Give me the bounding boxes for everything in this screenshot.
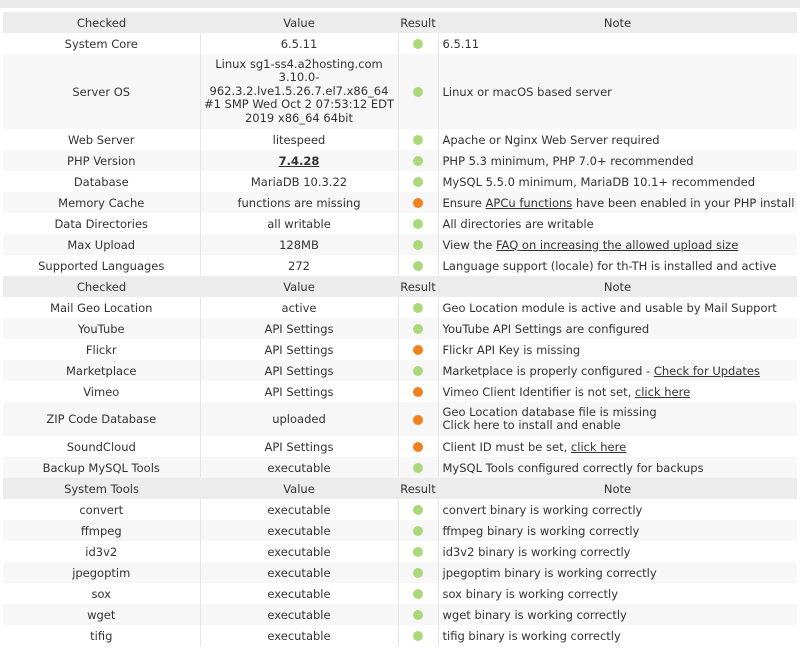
value-text: 6.5.11	[280, 36, 318, 51]
status-ok-icon	[413, 240, 423, 250]
checked-name: ZIP Code Database	[3, 402, 200, 436]
value-text: functions are missing	[237, 195, 361, 210]
note-text: Linux or macOS based server	[442, 84, 612, 99]
note-cell	[438, 541, 797, 562]
status-ok-icon	[413, 324, 423, 334]
status-ok-icon	[413, 135, 423, 145]
checked-name: YouTube	[3, 318, 200, 339]
status-row-mail-geo-location	[3, 297, 797, 318]
status-warning-icon	[413, 442, 423, 452]
status-row-data-directories	[3, 213, 797, 234]
status-ok-icon	[413, 463, 423, 473]
note-cell	[438, 562, 797, 583]
note-cell	[438, 583, 797, 604]
status-row-max-upload	[3, 234, 797, 255]
value-cell	[200, 499, 398, 520]
note-text: MySQL 5.5.0 minimum, MariaDB 10.1+ recommended	[442, 174, 756, 189]
value-cell	[200, 402, 398, 436]
top-band	[0, 0, 800, 8]
checked-name: Vimeo	[3, 381, 200, 402]
note-link[interactable]: APCu functions	[485, 195, 573, 210]
note-cell	[438, 33, 797, 54]
result-cell	[398, 360, 438, 381]
checked-name: Data Directories	[3, 213, 200, 234]
status-row-marketplace	[3, 360, 797, 381]
section-header-row	[3, 276, 797, 297]
note-text: Ensure	[442, 195, 486, 210]
note-text: MySQL Tools configured correctly for backups	[442, 460, 704, 475]
checked-name: PHP Version	[3, 150, 200, 171]
note-text: View the	[442, 237, 496, 252]
value-cell	[200, 360, 398, 381]
section-header-row	[3, 12, 797, 33]
checked-name: convert	[3, 499, 200, 520]
note-text: All directories are writable	[442, 216, 594, 231]
status-row-flickr	[3, 339, 797, 360]
value-text: 962.3.2.lve1.5.26.7.el7.x86_64	[209, 83, 389, 98]
value-text: API Settings	[264, 342, 334, 357]
note-cell	[438, 213, 797, 234]
value-cell	[200, 255, 398, 276]
note-text: jpegoptim binary is working correctly	[442, 565, 657, 580]
column-header-value: Value	[200, 276, 398, 297]
value-cell	[200, 436, 398, 457]
status-row-system-core	[3, 33, 797, 54]
checked-name: SoundCloud	[3, 436, 200, 457]
result-cell	[398, 339, 438, 360]
note-link[interactable]: Check for Updates	[653, 363, 760, 378]
note-cell	[438, 499, 797, 520]
status-warning-icon	[413, 415, 423, 425]
column-header-checked: Checked	[3, 276, 200, 297]
note-text: tifig binary is working correctly	[442, 628, 621, 643]
note-link[interactable]: FAQ on increasing the allowed upload size	[495, 237, 739, 252]
note-text: Marketplace is properly configured -	[442, 363, 654, 378]
result-cell	[398, 129, 438, 150]
status-table-body	[3, 12, 797, 646]
checked-name: System Core	[3, 33, 200, 54]
status-row-youtube	[3, 318, 797, 339]
column-header-result: Result	[398, 12, 438, 33]
value-text: executable	[267, 544, 331, 559]
result-cell	[398, 318, 438, 339]
column-header-value: Value	[200, 478, 398, 499]
status-ok-icon	[413, 261, 423, 271]
status-ok-icon	[413, 526, 423, 536]
status-row-jpegoptim	[3, 562, 797, 583]
note-cell	[438, 604, 797, 625]
note-link[interactable]: click here	[634, 384, 691, 399]
column-header-value: Value	[200, 12, 398, 33]
status-row-wget	[3, 604, 797, 625]
value-text: executable	[267, 586, 331, 601]
note-text: Client ID must be set,	[442, 439, 571, 454]
checked-name: Backup MySQL Tools	[3, 457, 200, 478]
note-text: PHP 5.3 minimum, PHP 7.0+ recommended	[442, 153, 694, 168]
result-cell	[398, 297, 438, 318]
checked-name: Max Upload	[3, 234, 200, 255]
result-cell	[398, 381, 438, 402]
note-cell	[438, 520, 797, 541]
result-cell	[398, 583, 438, 604]
note-cell	[438, 129, 797, 150]
value-text: executable	[267, 460, 331, 475]
checked-name: ffmpeg	[3, 520, 200, 541]
value-text: #1 SMP Wed Oct 2 07:53:12 EDT	[203, 97, 395, 112]
note-cell	[438, 339, 797, 360]
status-ok-icon	[413, 505, 423, 515]
value-text: API Settings	[264, 439, 334, 454]
value-cell	[200, 457, 398, 478]
checked-name: Flickr	[3, 339, 200, 360]
result-cell	[398, 234, 438, 255]
column-header-note: Note	[438, 478, 797, 499]
note-cell	[438, 150, 797, 171]
status-ok-icon	[413, 589, 423, 599]
note-text: have been enabled in your PHP install	[572, 195, 795, 210]
note-cell	[438, 318, 797, 339]
status-ok-icon	[413, 366, 423, 376]
status-row-soundcloud	[3, 436, 797, 457]
value-text: uploaded	[272, 412, 326, 426]
status-ok-icon	[413, 156, 423, 166]
value-cell	[200, 213, 398, 234]
status-row-memory-cache	[3, 192, 797, 213]
value-text: Linux sg1-ss4.a2hosting.com	[215, 56, 383, 71]
checked-name: Memory Cache	[3, 192, 200, 213]
value-cell	[200, 625, 398, 646]
value-text: all writable	[267, 216, 331, 231]
note-text: Geo Location database file is missing	[442, 404, 657, 419]
note-text: Vimeo Client Identifier is not set,	[442, 384, 635, 399]
note-text: Geo Location module is active and usable by Mail Support	[442, 300, 777, 315]
status-ok-icon	[413, 177, 423, 187]
status-row-id3v2	[3, 541, 797, 562]
note-text: sox binary is working correctly	[442, 586, 619, 601]
note-cell	[438, 625, 797, 646]
status-row-convert	[3, 499, 797, 520]
note-text: wget binary is working correctly	[442, 607, 627, 622]
value-text: API Settings	[264, 384, 334, 399]
result-cell	[398, 604, 438, 625]
value-cell	[200, 150, 398, 171]
value-text: executable	[267, 502, 331, 517]
result-cell	[398, 150, 438, 171]
result-cell	[398, 171, 438, 192]
note-text: 6.5.11	[442, 36, 480, 51]
value-text: MariaDB 10.3.22	[250, 174, 348, 189]
status-ok-icon	[413, 547, 423, 557]
column-header-note: Note	[438, 12, 797, 33]
status-warning-icon	[413, 387, 423, 397]
value-cell	[200, 381, 398, 402]
result-cell	[398, 457, 438, 478]
result-cell	[398, 520, 438, 541]
status-row-tifig	[3, 625, 797, 646]
value-link[interactable]: 7.4.28	[278, 153, 320, 168]
note-cell	[438, 360, 797, 381]
checked-name: Server OS	[3, 54, 200, 129]
value-cell	[200, 129, 398, 150]
note-link[interactable]: click here	[570, 439, 627, 454]
value-cell	[200, 318, 398, 339]
note-text: convert binary is working correctly	[442, 502, 643, 517]
note-text: Language support (locale) for th-TH is installed and active	[442, 258, 777, 273]
value-text: API Settings	[264, 321, 334, 336]
value-cell	[200, 297, 398, 318]
checked-name: Database	[3, 171, 200, 192]
column-header-result: Result	[398, 276, 438, 297]
checked-name: tifig	[3, 625, 200, 646]
note-text: Flickr API Key is missing	[442, 342, 581, 357]
result-cell	[398, 541, 438, 562]
value-cell	[200, 192, 398, 213]
column-header-checked: Checked	[3, 12, 200, 33]
result-cell	[398, 213, 438, 234]
system-status-table	[3, 12, 797, 646]
status-ok-icon	[413, 39, 423, 49]
status-warning-icon	[413, 345, 423, 355]
value-text: active	[281, 300, 317, 315]
note-cell	[438, 171, 797, 192]
note-cell	[438, 234, 797, 255]
checked-name: sox	[3, 583, 200, 604]
result-cell	[398, 499, 438, 520]
note-text: id3v2 binary is working correctly	[442, 544, 631, 559]
note-text: Apache or Nginx Web Server required	[442, 132, 660, 147]
note-cell	[438, 381, 797, 402]
checked-name: jpegoptim	[3, 562, 200, 583]
note-cell	[438, 436, 797, 457]
value-cell	[200, 583, 398, 604]
value-text: API Settings	[264, 363, 334, 378]
value-text: 128MB	[279, 237, 319, 252]
note-cell	[438, 255, 797, 276]
status-ok-icon	[413, 610, 423, 620]
value-text: 272	[288, 258, 310, 273]
status-ok-icon	[413, 87, 423, 97]
value-text: executable	[267, 523, 331, 538]
status-ok-icon	[413, 631, 423, 641]
note-cell	[438, 297, 797, 318]
column-header-result: Result	[398, 478, 438, 499]
status-row-server-os	[3, 54, 797, 129]
result-cell	[398, 33, 438, 54]
status-ok-icon	[413, 219, 423, 229]
value-cell	[200, 541, 398, 562]
result-cell	[398, 436, 438, 457]
section-header-row	[3, 478, 797, 499]
status-row-backup-mysql-tools	[3, 457, 797, 478]
status-row-php-version	[3, 150, 797, 171]
note-cell	[438, 54, 797, 129]
status-ok-icon	[413, 568, 423, 578]
status-warning-icon	[413, 198, 423, 208]
value-text: executable	[267, 607, 331, 622]
value-cell	[200, 54, 398, 129]
value-cell	[200, 171, 398, 192]
result-cell	[398, 562, 438, 583]
note-cell	[438, 402, 797, 436]
result-cell	[398, 402, 438, 436]
status-row-sox	[3, 583, 797, 604]
value-cell	[200, 33, 398, 54]
note-cell	[438, 457, 797, 478]
value-cell	[200, 604, 398, 625]
status-row-database	[3, 171, 797, 192]
note-text: Click here to install and enable	[442, 418, 621, 432]
status-row-vimeo	[3, 381, 797, 402]
result-cell	[398, 255, 438, 276]
status-ok-icon	[413, 303, 423, 313]
column-header-checked: System Tools	[3, 478, 200, 499]
value-cell	[200, 520, 398, 541]
note-text: ffmpeg binary is working correctly	[442, 523, 640, 538]
result-cell	[398, 625, 438, 646]
status-row-supported-languages	[3, 255, 797, 276]
checked-name: Web Server	[3, 129, 200, 150]
value-text: 3.10.0-	[278, 70, 320, 85]
note-cell	[438, 192, 797, 213]
value-text: executable	[267, 565, 331, 580]
value-text: 2019 x86_64 64bit	[244, 110, 354, 125]
checked-name: Mail Geo Location	[3, 297, 200, 318]
status-row-web-server	[3, 129, 797, 150]
column-header-note: Note	[438, 276, 797, 297]
note-text: YouTube API Settings are configured	[442, 321, 650, 336]
checked-name: Supported Languages	[3, 255, 200, 276]
result-cell	[398, 54, 438, 129]
value-text: litespeed	[272, 132, 326, 147]
checked-name: id3v2	[3, 541, 200, 562]
value-cell	[200, 234, 398, 255]
value-cell	[200, 562, 398, 583]
status-row-zip-code-database	[3, 402, 797, 436]
status-row-ffmpeg	[3, 520, 797, 541]
value-text: executable	[267, 628, 331, 643]
result-cell	[398, 192, 438, 213]
value-cell	[200, 339, 398, 360]
checked-name: Marketplace	[3, 360, 200, 381]
checked-name: wget	[3, 604, 200, 625]
